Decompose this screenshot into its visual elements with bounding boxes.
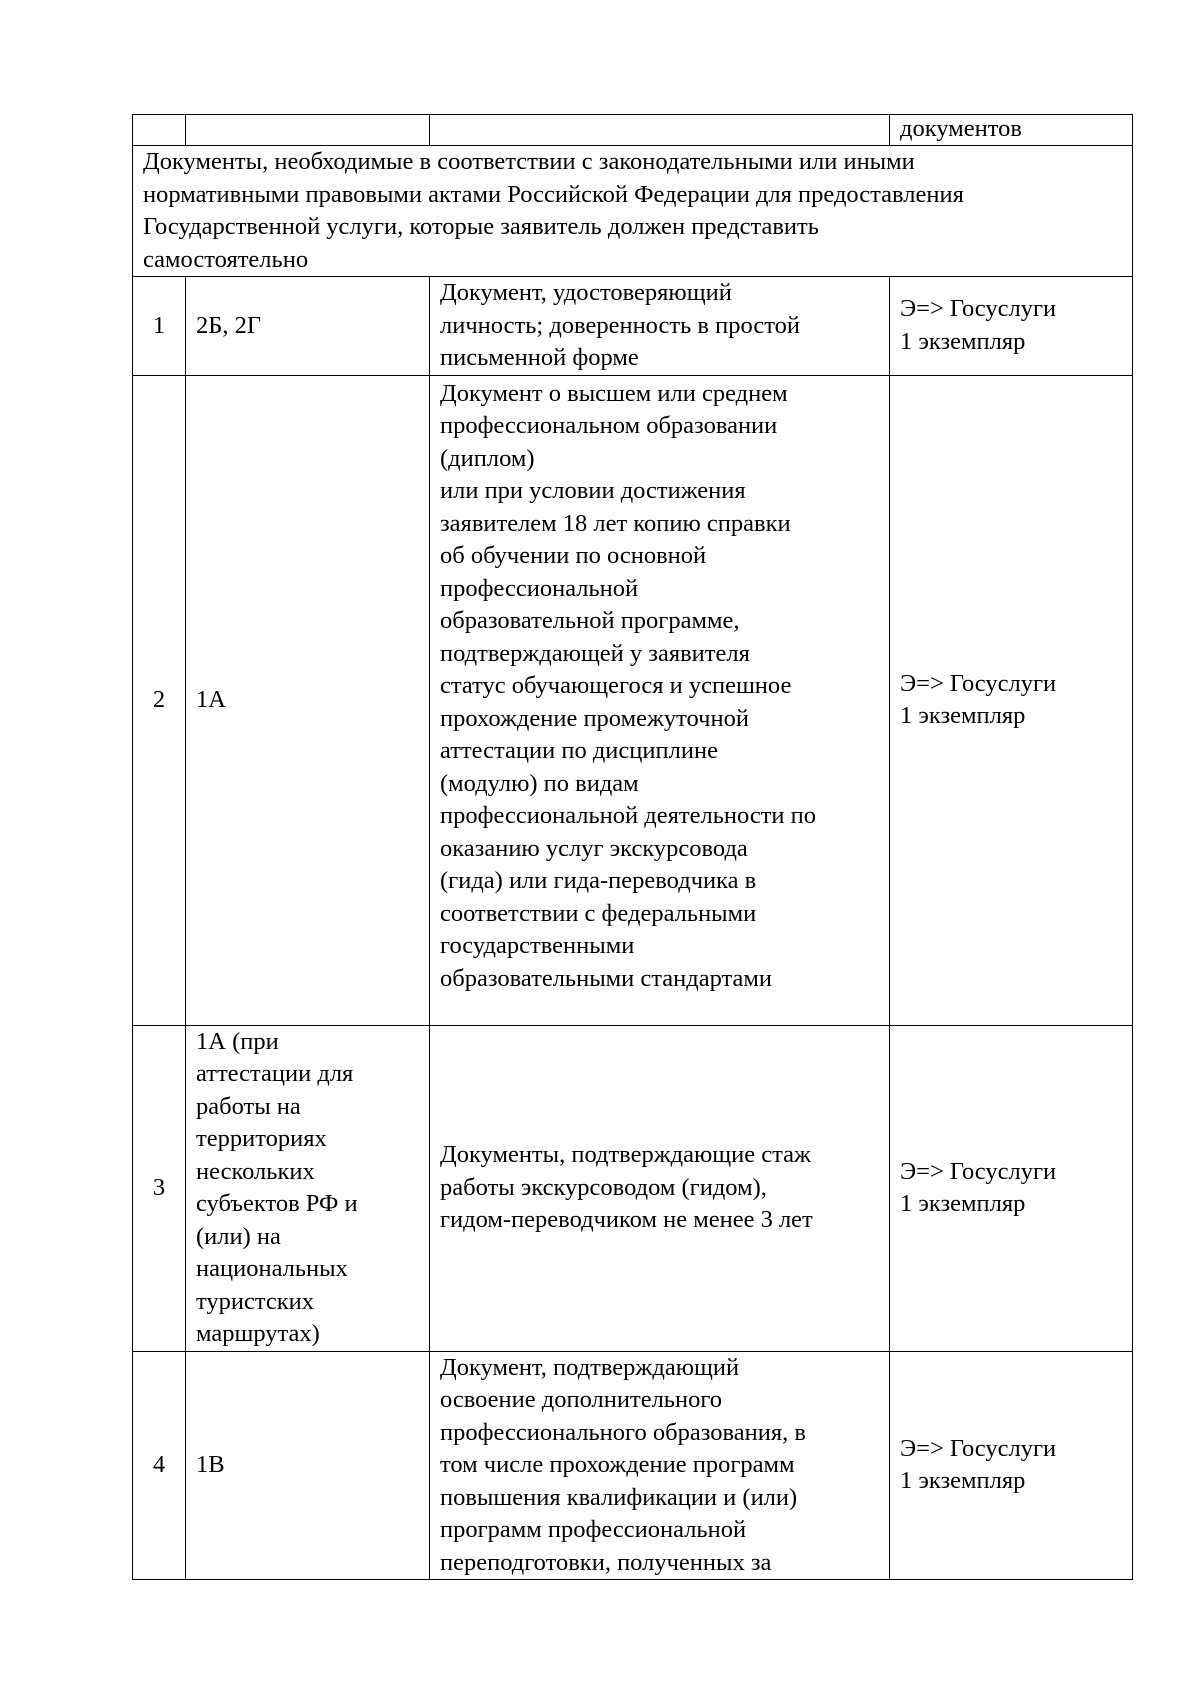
cell-form-continuation: документов xyxy=(890,115,1133,146)
document-line: образовательными стандартами xyxy=(440,964,773,992)
document-line: соответствии с федеральными xyxy=(440,899,757,927)
cell-document-empty xyxy=(430,115,890,146)
category-line: туристских xyxy=(196,1287,315,1315)
document-line: оказанию услуг экскурсовода xyxy=(440,834,748,862)
table-row xyxy=(133,277,1133,376)
document-line: прохождение промежуточной xyxy=(440,704,749,732)
category-line: субъектов РФ и xyxy=(196,1190,358,1217)
document-line: заявителем 18 лет копию справки xyxy=(440,509,791,537)
category-line: аттестации для xyxy=(196,1060,354,1087)
table-row-continuation xyxy=(133,115,1133,146)
document-line: программ профессиональной xyxy=(440,1516,747,1543)
document-line: Документ, подтверждающий xyxy=(440,1353,740,1381)
section-heading-line: нормативными правовыми актами Российской Федерации для предоставления xyxy=(143,180,964,208)
category-line: 1В xyxy=(196,1451,225,1478)
section-heading-line: самостоятельно xyxy=(143,245,309,273)
category-line: национальных xyxy=(196,1255,348,1282)
row-number: 3 xyxy=(133,1025,186,1351)
document-line: (гида) или гида-переводчика в xyxy=(440,867,757,894)
row-number: 2 xyxy=(133,375,186,1025)
category-line: (или) на xyxy=(196,1222,281,1250)
document-line: Документы, подтверждающие стаж xyxy=(440,1141,811,1169)
category-line: 1А xyxy=(196,685,226,713)
category-line: работы на xyxy=(196,1092,301,1120)
form-line: 1 экземпляр xyxy=(900,1190,1026,1217)
document-line: профессионального образования, в xyxy=(440,1418,806,1446)
document-line: переподготовки, полученных за xyxy=(440,1548,772,1576)
document-line: государственными xyxy=(440,932,635,959)
cell-num-empty xyxy=(133,115,186,146)
document-line: повышения квалификации и (или) xyxy=(440,1483,798,1511)
row-document xyxy=(430,1351,890,1580)
row-document xyxy=(430,1025,890,1351)
category-line: маршрутах) xyxy=(196,1320,320,1347)
document-line: профессиональном образовании xyxy=(440,412,778,439)
document-line: Документ, удостоверяющий xyxy=(440,279,732,306)
documents-table xyxy=(132,114,1133,1580)
cell-category-empty xyxy=(186,115,430,146)
document-line: работы экскурсоводом (гидом), xyxy=(440,1173,767,1201)
category-line: территориях xyxy=(196,1125,327,1152)
form-line: Э=> Госуслуги xyxy=(900,295,1057,323)
document-line: том числе прохождение программ xyxy=(440,1451,795,1478)
document-line: (диплом) xyxy=(440,444,535,472)
section-heading-row xyxy=(133,146,1133,277)
category-line: 2Б, 2Г xyxy=(196,311,261,339)
document-line: или при условии достижения xyxy=(440,477,746,504)
form-line: 1 экземпляр xyxy=(900,702,1026,729)
row-category xyxy=(186,277,430,376)
form-line: Э=> Госуслуги xyxy=(900,1434,1057,1462)
table-row xyxy=(133,375,1133,1025)
document-line: об обучении по основной xyxy=(440,542,707,569)
document-line: гидом-переводчиком не менее 3 лет xyxy=(440,1206,813,1234)
form-line: 1 экземпляр xyxy=(900,327,1026,355)
row-category xyxy=(186,375,430,1025)
section-heading-line: Документы, необходимые в соответствии с законодательными или иными xyxy=(143,148,915,175)
document-line: статус обучающегося и успешное xyxy=(440,672,792,699)
form-line: 1 экземпляр xyxy=(900,1467,1026,1495)
document-line: Документ о высшем или среднем xyxy=(440,379,788,407)
document-line: подтверждающей у заявителя xyxy=(440,639,750,667)
document-line: профессиональной xyxy=(440,574,639,602)
document-line: (модулю) по видам xyxy=(440,769,639,797)
row-form xyxy=(890,1351,1133,1580)
section-heading-line: Государственной услуги, которые заявитель должен представить xyxy=(143,213,819,240)
document-line: личность; доверенность в простой xyxy=(440,311,800,339)
form-line: Э=> Госуслуги xyxy=(900,1157,1057,1185)
document-line: аттестации по дисциплине xyxy=(440,737,718,764)
document-line: образовательной программе, xyxy=(440,607,740,634)
row-number: 1 xyxy=(133,277,186,376)
form-line: Э=> Госуслуги xyxy=(900,669,1057,697)
row-number: 4 xyxy=(133,1351,186,1580)
category-line: нескольких xyxy=(196,1157,315,1185)
table-row xyxy=(133,1351,1133,1580)
row-form xyxy=(890,277,1133,376)
document-line: письменной форме xyxy=(440,344,639,371)
row-document xyxy=(430,375,890,1025)
category-line: 1А (при xyxy=(196,1027,279,1055)
row-document xyxy=(430,277,890,376)
row-form xyxy=(890,375,1133,1025)
document-line: освоение дополнительного xyxy=(440,1386,723,1413)
row-category xyxy=(186,1025,430,1351)
row-category xyxy=(186,1351,430,1580)
row-form xyxy=(890,1025,1133,1351)
table-row xyxy=(133,1025,1133,1351)
document-line: профессиональной деятельности по xyxy=(440,802,817,829)
section-heading xyxy=(133,146,1133,277)
